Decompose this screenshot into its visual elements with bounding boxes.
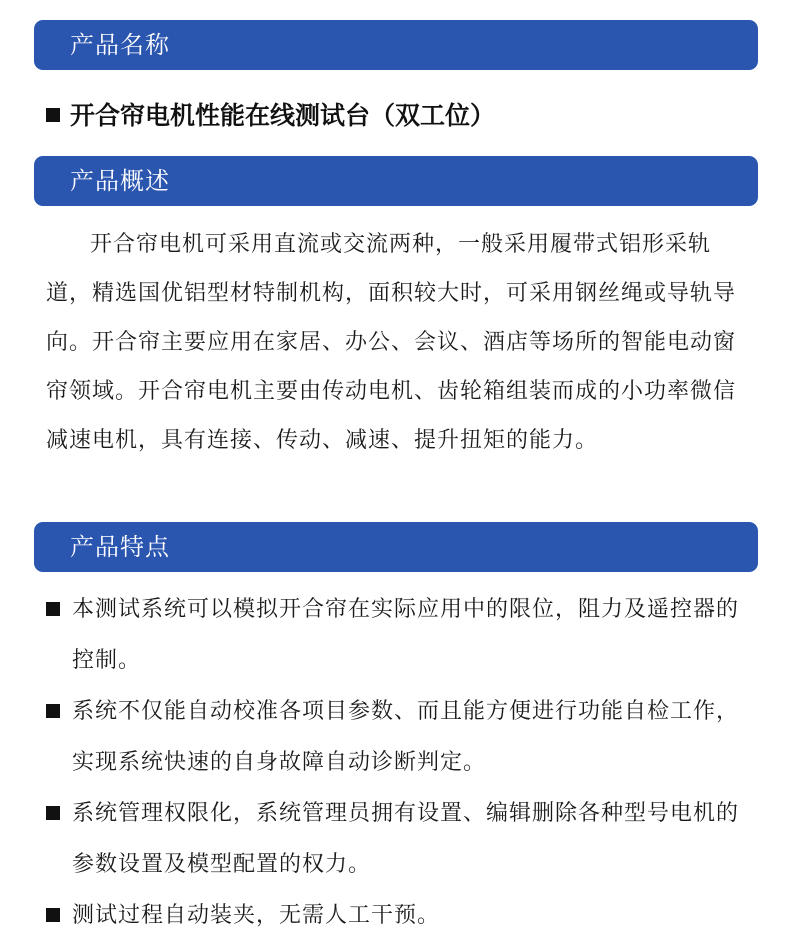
section-header-overview — [34, 156, 758, 206]
feature-text: 系统不仅能自动校准各项目参数、而且能方便进行功能自检工作，实现系统快速的自身故障自动诊断判定。 — [72, 699, 740, 775]
square-bullet-icon — [46, 108, 60, 122]
feature-text: 系统管理权限化，系统管理员拥有设置、编辑删除各种型号电机的参数设置及模型配置的权力。 — [72, 801, 740, 877]
feature-item — [46, 788, 748, 890]
feature-list — [46, 584, 748, 941]
feature-text: 测试过程自动装夹，无需人工干预。 — [72, 903, 441, 928]
section-header-label: 产品概述 — [70, 167, 170, 195]
feature-text: 本测试系统可以模拟开合帘在实际应用中的限位，阻力及遥控器的控制。 — [72, 597, 740, 673]
section-header-features — [34, 522, 758, 572]
product-title-text: 开合帘电机性能在线测试台（双工位） — [70, 101, 496, 130]
overview-paragraph: 开合帘电机可采用直流或交流两种，一般采用履带式铝形采轨道，精选国优铝型材特制机构，面积较大时，可采用钢丝绳或导轨导向。开合帘主要应用在家居、办公、会议、酒店等场所的智能电动窗帘领域。开合帘电机主要由传动电机、齿轮箱组装而成的小功率微信减速电机，具有连接、传动、减速、提升扭矩的能力。 — [46, 232, 737, 453]
square-bullet-icon — [46, 908, 60, 922]
feature-item — [46, 890, 748, 941]
feature-item — [46, 686, 748, 788]
product-title — [46, 94, 766, 138]
section-header-label: 产品特点 — [70, 533, 170, 561]
section-header-product-name — [34, 20, 758, 70]
section-header-label: 产品名称 — [70, 31, 170, 59]
square-bullet-icon — [46, 602, 60, 616]
square-bullet-icon — [46, 806, 60, 820]
feature-item — [46, 584, 748, 686]
square-bullet-icon — [46, 704, 60, 718]
